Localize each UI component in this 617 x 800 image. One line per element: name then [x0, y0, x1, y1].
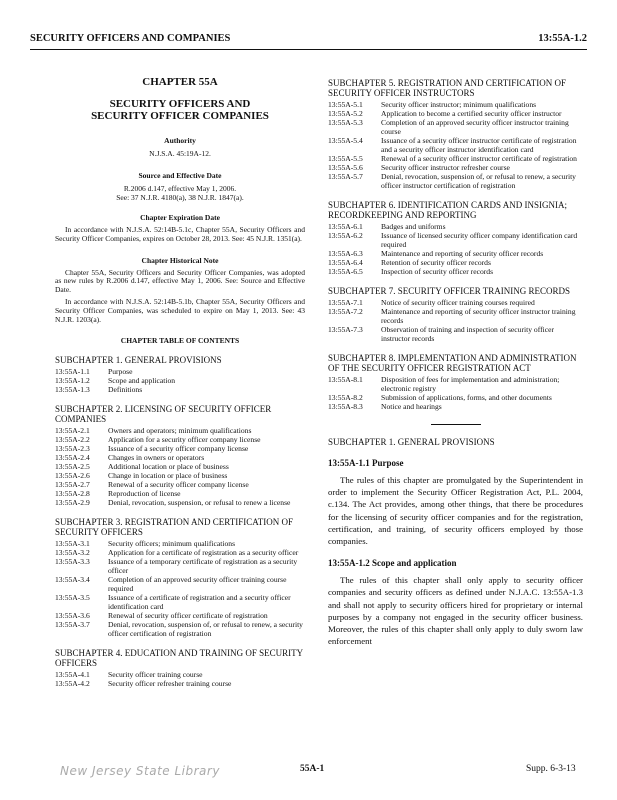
running-header-section: 13:55A-1.2: [538, 33, 587, 44]
toc-entry-title: Additional location or place of business: [108, 462, 229, 472]
toc-subchapter-4-list: [55, 670, 305, 688]
toc-entry-title: Issuance of a security officer instructor certificate of registration and a security officer instructor identification card: [381, 136, 577, 154]
toc-entry-number: 13:55A-4.1: [55, 670, 90, 680]
toc-entry-title: Purpose: [108, 367, 133, 377]
toc-entry: [328, 249, 583, 258]
toc-entry: [328, 298, 583, 307]
authority-text: N.J.S.A. 45:19A-12.: [149, 149, 211, 158]
historical-heading: Chapter Historical Note: [141, 255, 219, 265]
toc-entry-number: 13:55A-5.7: [328, 172, 363, 181]
toc-subchapter-2-list: [55, 426, 305, 507]
toc-entry-number: 13:55A-8.3: [328, 402, 363, 411]
toc-entry: [55, 453, 305, 462]
toc-entry-title: Inspection of security officer records: [381, 267, 494, 276]
supplement-date: Supp. 6-3-13: [526, 764, 576, 774]
toc-entry-title: Security officers; minimum qualifications: [108, 539, 236, 549]
toc-entry: [55, 376, 305, 385]
toc-entry-number: 13:55A-8.2: [328, 393, 363, 402]
toc-entry: [328, 222, 583, 231]
toc-entry-title: Denial, revocation, suspension of, or refusal to renew, a security officer certification of registration: [108, 620, 303, 639]
toc-entry: [55, 620, 305, 638]
toc-entry-number: 13:55A-5.4: [328, 136, 363, 145]
toc-entry-title: Issuance of licensed security officer company identification card required: [381, 231, 578, 249]
authority-heading: Authority: [164, 136, 196, 145]
toc-entry: [328, 163, 583, 172]
toc-entry-number: 13:55A-4.2: [55, 679, 90, 689]
toc-entry: [55, 548, 305, 557]
toc-entry-title: Observation of training and inspection of security officer instructor records: [381, 325, 554, 343]
body-subchapter-title: SUBCHAPTER 1. GENERAL PROVISIONS: [328, 437, 495, 447]
section-1-1-heading: 13:55A-1.1 Purpose: [328, 458, 404, 468]
toc-entry: [328, 393, 583, 402]
toc-subchapter-2-title: SUBCHAPTER 2. LICENSING OF SECURITY OFFICER COMPANIES: [55, 404, 272, 425]
toc-entry-number: 13:55A-2.7: [55, 480, 90, 490]
toc-entry-title: Issuance of a certificate of registration and a security officer identification card: [108, 593, 291, 612]
source-line-1: R.2006 d.147, effective May 1, 2006.: [123, 184, 237, 193]
toc-entry: [55, 444, 305, 453]
toc-entry-number: 13:55A-3.4: [55, 575, 90, 585]
toc-subchapter-6-list: [328, 222, 583, 276]
section-1-2-heading: 13:55A-1.2 Scope and application: [328, 558, 457, 569]
toc-entry-number: 13:55A-5.3: [328, 118, 363, 127]
toc-entry-title: Disposition of fees for implementation and administration; electronic registry: [381, 375, 560, 393]
toc-entry: [55, 462, 305, 471]
toc-subchapter-6-title: SUBCHAPTER 6. IDENTIFICATION CARDS AND INSIGNIA; RECORDKEEPING AND REPORTING: [328, 200, 568, 220]
toc-subchapter-7-title: SUBCHAPTER 7. SECURITY OFFICER TRAINING RECORDS: [328, 286, 571, 296]
toc-entry-title: Retention of security officer records: [381, 258, 491, 267]
toc-subchapter-5-list: [328, 100, 583, 190]
toc-entry-number: 13:55A-1.2: [55, 376, 90, 386]
toc-entry: [328, 375, 583, 393]
toc-entry-title: Maintenance and reporting of security officer records: [381, 249, 544, 258]
header-rule: [30, 49, 587, 50]
toc-entry-title: Denial, revocation, suspension of, or refusal to renew, a security officer instructor certification of registration: [381, 172, 576, 190]
toc-entry-title: Renewal of a security officer company license: [108, 480, 249, 490]
historical-paragraph-1: Chapter 55A, Security Officers and Security Officer Companies, was adopted as new rules by R.2006 d.147, effective May 1, 2006. See: Source and Effective Date.: [55, 267, 305, 295]
toc-entry: [55, 367, 305, 376]
toc-entry: [328, 325, 583, 343]
toc-entry: [328, 231, 583, 249]
source-line-2: See: 37 N.J.R. 4180(a), 38 N.J.R. 1847(a).: [116, 193, 244, 202]
section-1-1-text: The rules of this chapter are promulgated by the Superintendent in order to implement the Security Officer Registration Act, P.L. 2004, c.134. The Act provides, among other things, that there be procedures for the licensing of security officer companies and for the registration, certification, and training, of security officers employed by those companies.: [328, 475, 583, 547]
toc-entry-title: Owners and operators; minimum qualifications: [108, 426, 252, 436]
toc-entry: [55, 670, 305, 679]
toc-entry-number: 13:55A-5.5: [328, 154, 363, 163]
toc-entry-number: 13:55A-2.1: [55, 426, 90, 436]
toc-entry-title: Security officer training course: [108, 670, 203, 680]
toc-entry-title: Notice and hearings: [381, 402, 442, 411]
toc-entry-number: 13:55A-5.6: [328, 163, 363, 172]
toc-entry: [328, 118, 583, 136]
toc-entry-title: Changes in owners or operators: [108, 453, 205, 463]
toc-entry: [55, 593, 305, 611]
toc-entry-number: 13:55A-1.1: [55, 367, 90, 377]
toc-entry-title: Security officer refresher training course: [108, 679, 232, 689]
toc-entry-title: Scope and application: [108, 376, 176, 386]
toc-entry-number: 13:55A-6.3: [328, 249, 363, 258]
toc-entry-number: 13:55A-3.3: [55, 557, 90, 567]
toc-entry: [328, 402, 583, 411]
toc-entry: [55, 557, 305, 575]
toc-entry-number: 13:55A-2.3: [55, 444, 90, 454]
toc-entry: [55, 679, 305, 688]
running-header-title: SECURITY OFFICERS AND COMPANIES: [30, 33, 231, 44]
toc-entry-title: Issuance of a security officer company license: [108, 444, 249, 454]
toc-subchapter-1-title: SUBCHAPTER 1. GENERAL PROVISIONS: [55, 355, 222, 366]
toc-entry-title: Definitions: [108, 385, 143, 395]
expiration-heading: Chapter Expiration Date: [140, 213, 220, 222]
toc-subchapter-7-list: [328, 298, 583, 343]
toc-entry: [55, 498, 305, 507]
toc-entry: [328, 307, 583, 325]
toc-entry-title: Renewal of a security officer instructor certificate of registration: [381, 154, 577, 163]
toc-entry-number: 13:55A-2.9: [55, 498, 90, 508]
toc-entry-title: Issuance of a temporary certificate of registration as a security officer: [108, 557, 298, 576]
toc-subchapter-8-title: SUBCHAPTER 8. IMPLEMENTATION AND ADMINISTRATION OF THE SECURITY OFFICER REGISTRATION ACT: [328, 353, 577, 373]
toc-entry-number: 13:55A-6.2: [328, 231, 363, 240]
toc-entry: [55, 385, 305, 394]
toc-entry: [55, 575, 305, 593]
toc-entry-title: Submission of applications, forms, and other documents: [381, 393, 552, 402]
toc-entry-number: 13:55A-6.1: [328, 222, 363, 231]
toc-entry-number: 13:55A-6.5: [328, 267, 363, 276]
toc-entry-title: Completion of an approved security officer instructor training course: [381, 118, 569, 136]
left-column: [55, 62, 305, 688]
toc-entry-number: 13:55A-3.7: [55, 620, 90, 630]
toc-entry-number: 13:55A-2.2: [55, 435, 90, 445]
chapter-title: SECURITY OFFICERS AND SECURITY OFFICER COMPANIES: [91, 98, 269, 122]
toc-entry: [328, 258, 583, 267]
toc-subchapter-5-title: SUBCHAPTER 5. REGISTRATION AND CERTIFICATION OF SECURITY OFFICER INSTRUCTORS: [328, 78, 566, 98]
toc-entry-title: Denial, revocation, suspension, or refusal to renew a license: [108, 498, 291, 508]
toc-entry-title: Reproduction of license: [108, 489, 181, 499]
toc-entry-number: 13:55A-5.1: [328, 100, 363, 109]
toc-entry-number: 13:55A-3.1: [55, 539, 90, 549]
toc-subchapter-3-title: SUBCHAPTER 3. REGISTRATION AND CERTIFICATION OF SECURITY OFFICERS: [55, 517, 293, 538]
toc-entry-number: 13:55A-3.5: [55, 593, 90, 603]
historical-paragraph-2: In accordance with N.J.S.A. 52:14B-5.1b, Chapter 55A, Security Officers and Security Officer Companies, was scheduled to expire on May 1, 2013. See: 43 N.J.R. 1203(a).: [55, 296, 305, 324]
toc-entry: [55, 480, 305, 489]
toc-entry: [328, 109, 583, 118]
toc-entry: [55, 539, 305, 548]
toc-entry-title: Notice of security officer training courses required: [381, 298, 535, 307]
toc-entry-title: Badges and uniforms: [381, 222, 446, 231]
toc-entry-title: Application to become a certified security officer instructor: [381, 109, 562, 118]
toc-entry: [328, 136, 583, 154]
expiration-text: In accordance with N.J.S.A. 52:14B-5.1c, Chapter 55A, Security Officers and Security Officer Companies, expires on October 28, 2013. See: 45 N.J.R. 1351(a).: [55, 225, 305, 243]
toc-entry-title: Security officer instructor refresher course: [381, 163, 510, 172]
toc-entry-number: 13:55A-2.6: [55, 471, 90, 481]
toc-entry-title: Application for a security officer company license: [108, 435, 261, 445]
toc-entry-number: 13:55A-1.3: [55, 385, 90, 395]
toc-entry: [328, 154, 583, 163]
toc-entry-title: Maintenance and reporting of security officer instructor training records: [381, 307, 576, 325]
library-watermark: New Jersey State Library: [60, 764, 220, 778]
page-number: 55A-1: [300, 764, 325, 774]
toc-entry-number: 13:55A-2.8: [55, 489, 90, 499]
toc-entry: [55, 489, 305, 498]
chapter-number: CHAPTER 55A: [142, 76, 218, 88]
toc-subchapter-3-list: [55, 539, 305, 638]
toc-entry-number: 13:55A-6.4: [328, 258, 363, 267]
toc-entry: [55, 611, 305, 620]
toc-entry: [328, 172, 583, 190]
section-divider: [328, 424, 583, 425]
toc-entry-number: 13:55A-8.1: [328, 375, 363, 384]
toc-entry-title: Security officer instructor; minimum qualifications: [381, 100, 537, 109]
toc-subchapter-4-title: SUBCHAPTER 4. EDUCATION AND TRAINING OF SECURITY OFFICERS: [55, 648, 303, 669]
toc-entry-number: 13:55A-2.5: [55, 462, 90, 472]
toc-entry-title: Change in location or place of business: [108, 471, 228, 481]
toc-subchapter-8-list: [328, 375, 583, 411]
running-header: [30, 33, 587, 44]
toc-entry-number: 13:55A-5.2: [328, 109, 363, 118]
toc-heading: CHAPTER TABLE OF CONTENTS: [120, 336, 240, 346]
section-1-2-text: The rules of this chapter shall only apply to security officer companies and security officers as defined under N.J.A.C. 13:55A-1.3 and shall not apply to security officers hired for proprietary or internal purposes by a company not engaged in the security officer business. Moreover, the rules of this chapter shall only apply to duly sworn law enforcement: [328, 575, 583, 647]
toc-entry-number: 13:55A-7.2: [328, 307, 363, 316]
toc-entry: [55, 426, 305, 435]
toc-entry: [328, 267, 583, 276]
toc-entry-number: 13:55A-7.3: [328, 325, 363, 334]
toc-entry-title: Renewal of security officer certificate of registration: [108, 611, 268, 621]
toc-entry: [328, 100, 583, 109]
toc-entry-number: 13:55A-2.4: [55, 453, 90, 463]
toc-entry-title: Completion of an approved security officer training course required: [108, 575, 287, 594]
toc-entry: [55, 435, 305, 444]
toc-subchapter-1-list: [55, 367, 305, 394]
source-heading: Source and Effective Date: [138, 171, 222, 180]
toc-entry-number: 13:55A-7.1: [328, 298, 363, 307]
toc-entry-number: 13:55A-3.2: [55, 548, 90, 558]
toc-entry-number: 13:55A-3.6: [55, 611, 90, 621]
toc-entry-title: Application for a certificate of registration as a security officer: [108, 548, 299, 558]
toc-entry: [55, 471, 305, 480]
right-column: [328, 78, 583, 647]
